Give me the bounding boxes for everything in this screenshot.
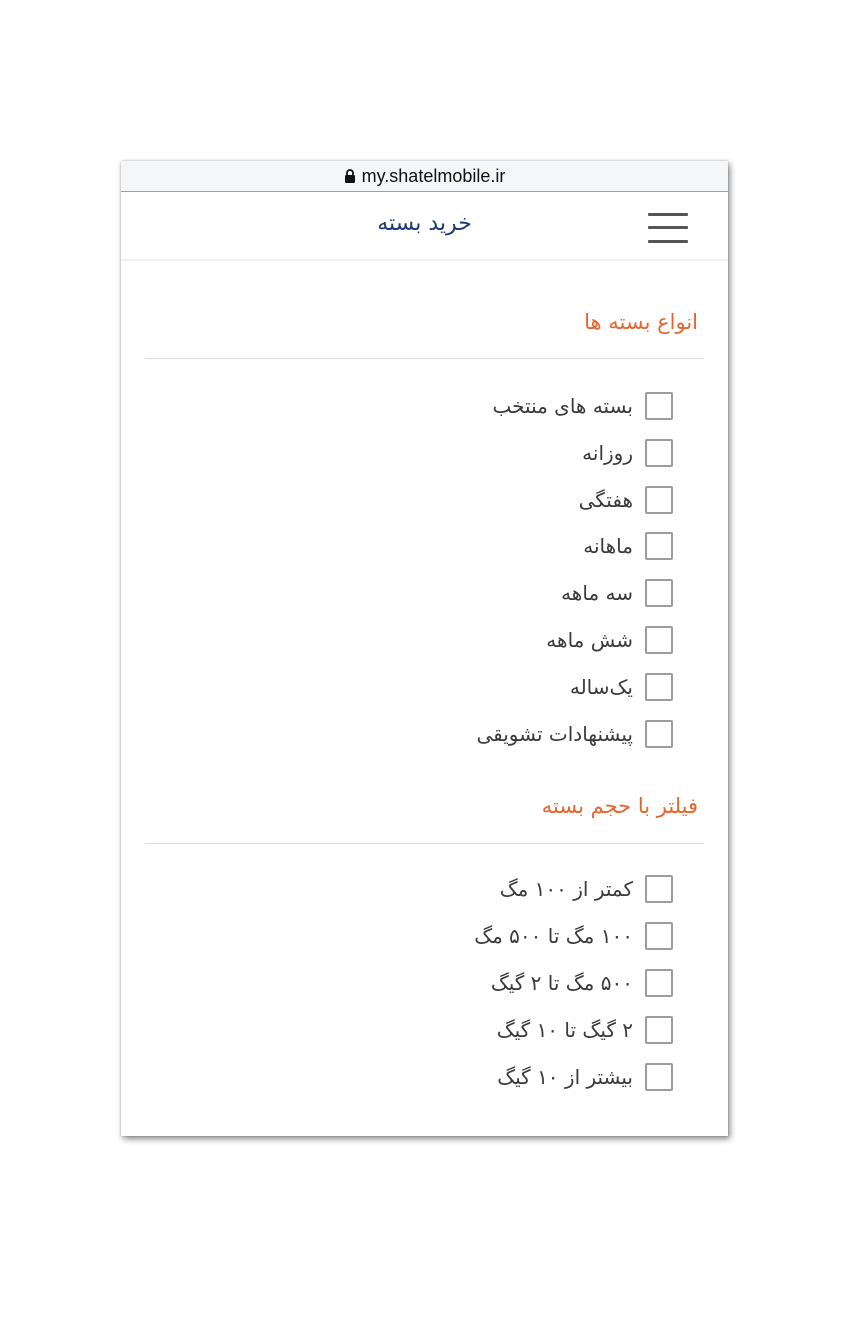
option-label: بیشتر از ۱۰ گیگ (497, 1065, 633, 1089)
volume-filter-heading: فیلتر با حجم بسته (541, 794, 698, 818)
filter-option-100mb-500mb[interactable] (474, 919, 673, 953)
filter-option-2gb-10gb[interactable] (497, 1013, 673, 1047)
checkbox[interactable] (645, 439, 673, 467)
option-label: روزانه (582, 441, 633, 465)
filter-option-daily[interactable] (582, 436, 673, 470)
option-label: بسته های منتخب (492, 394, 633, 418)
checkbox[interactable] (645, 875, 673, 903)
filter-option-incentive-offers[interactable] (476, 717, 673, 751)
option-label: ۱۰۰ مگ تا ۵۰۰ مگ (474, 924, 633, 948)
filter-option-weekly[interactable] (579, 483, 673, 517)
option-label: یک‌ساله (569, 675, 633, 699)
option-label: سه ماهه (561, 581, 633, 605)
option-label: هفتگی (578, 488, 633, 512)
filter-option-six-months[interactable] (546, 623, 673, 657)
browser-url-bar[interactable] (121, 161, 728, 192)
checkbox[interactable] (645, 532, 673, 560)
checkbox[interactable] (645, 922, 673, 950)
page-title: خرید بسته (377, 211, 472, 236)
option-label: شش ماهه (546, 628, 633, 652)
filter-option-selected-packages[interactable] (492, 389, 673, 423)
filter-option-over-10gb[interactable] (497, 1060, 673, 1094)
option-label: ۲ گیگ تا ۱۰ گیگ (496, 1018, 633, 1042)
checkbox[interactable] (645, 579, 673, 607)
option-label: ۵۰۰ مگ تا ۲ گیگ (490, 971, 633, 995)
option-label: کمتر از ۱۰۰ مگ (499, 877, 633, 901)
url-text: my.shatelmobile.ir (361, 165, 506, 186)
checkbox[interactable] (645, 1063, 673, 1091)
checkbox[interactable] (645, 626, 673, 654)
filter-option-monthly[interactable] (583, 529, 673, 563)
package-types-heading: انواع بسته ها (584, 310, 698, 334)
checkbox[interactable] (645, 1016, 673, 1044)
checkbox[interactable] (645, 720, 673, 748)
checkbox[interactable] (645, 486, 673, 514)
checkbox[interactable] (645, 969, 673, 997)
option-label: پیشنهادات تشویقی (476, 722, 633, 746)
volume-filter-divider (145, 843, 704, 844)
package-types-divider (145, 358, 704, 359)
app-header (121, 197, 728, 261)
lock-icon (344, 169, 356, 183)
checkbox[interactable] (645, 673, 673, 701)
option-label: ماهانه (583, 534, 633, 558)
phone-screen (121, 161, 728, 1136)
filter-option-500mb-2gb[interactable] (491, 966, 673, 1000)
checkbox[interactable] (645, 392, 673, 420)
filter-option-three-months[interactable] (561, 576, 673, 610)
filter-option-yearly[interactable] (570, 670, 673, 704)
filter-option-under-100mb[interactable] (500, 872, 673, 906)
